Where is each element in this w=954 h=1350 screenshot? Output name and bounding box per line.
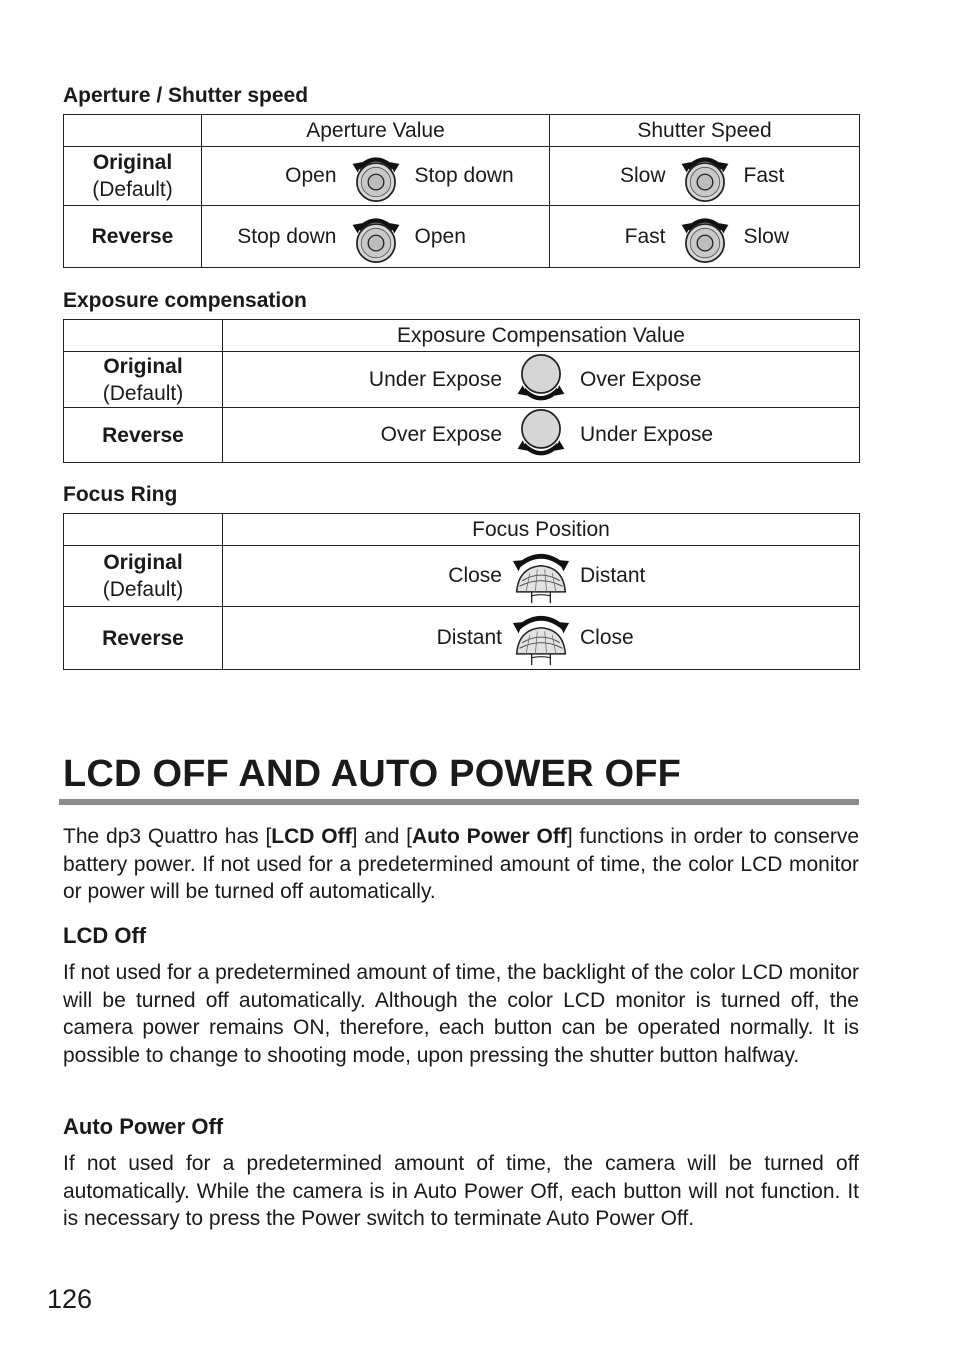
direction-right-label: Open [414, 224, 466, 248]
focus-ring-table [63, 513, 860, 670]
reverse-aperture-cell [202, 206, 550, 268]
reverse-label: Reverse [91, 225, 174, 248]
direction-right-label: Under Expose [580, 423, 714, 446]
aperture-shutter-table [63, 114, 860, 268]
focus-ring-heading: Focus Ring [63, 483, 178, 506]
command-dial-top-arrow-icon [679, 149, 731, 203]
reverse-row-label [64, 408, 223, 463]
page-number: 126 [47, 1284, 93, 1314]
direction-right-label: Distant [580, 564, 646, 587]
focus-position-header: Focus Position [223, 514, 860, 546]
direction-left-label: Over Expose [380, 423, 502, 446]
lcd-off-paragraph: If not used for a predetermined amount of time, the backlight of the color LCD monitor will be turned off automatically. Although the color LCD monitor is turned off, the camera power remains ON, therefore, each button can be operated normally. It is possible to change to shooting mode, upon pressing the shutter button halfway. [63, 961, 859, 1068]
page-title: LCD OFF AND AUTO POWER OFF [63, 753, 682, 795]
shutter-speed-header: Shutter Speed [550, 115, 860, 147]
direction-left-label: Open [285, 164, 337, 187]
reverse-label: Reverse [102, 626, 184, 650]
direction-right-label: Slow [743, 224, 790, 248]
direction-right-label: Close [580, 626, 634, 649]
reverse-shutter-cell [550, 206, 860, 268]
focus-ring-lens-icon [511, 547, 571, 605]
command-dial-top-arrow-icon [350, 149, 402, 203]
original-label: Original [103, 551, 183, 574]
direction-left-label: Slow [619, 164, 666, 187]
command-dial-top-arrow-icon [350, 210, 402, 264]
auto-power-off-heading: Auto Power Off [63, 1114, 224, 1139]
original-row-label [64, 352, 223, 408]
aperture-shutter-heading: Aperture / Shutter speed [63, 84, 309, 107]
empty-header-cell [64, 514, 223, 546]
exposure-compensation-heading: Exposure compensation [63, 289, 307, 312]
title-divider [59, 799, 859, 805]
command-dial-top-arrow-icon [679, 210, 731, 264]
reverse-row-label [64, 206, 202, 268]
intro-auto-power-off-term: Auto Power Off [412, 825, 567, 848]
direction-left-label: Stop down [237, 224, 337, 248]
lcd-off-heading: LCD Off [63, 923, 147, 948]
original-focus-cell [223, 546, 860, 607]
intro-text: ] functions in order to conserve battery power. If not used for a predetermined amount of time, the color LCD monitor or power will be turned off automatically. [63, 825, 859, 904]
aperture-value-header: Aperture Value [202, 115, 550, 147]
command-dial-bottom-arrow-icon [515, 408, 567, 462]
original-label: Original [92, 151, 173, 174]
direction-left-label: Distant [436, 626, 502, 649]
direction-left-label: Close [448, 564, 502, 587]
reverse-exposure-cell [223, 408, 860, 463]
intro-lcd-off-term: LCD Off [271, 825, 352, 848]
focus-ring-lens-icon [511, 609, 571, 667]
original-row-label [64, 147, 202, 206]
exposure-value-header: Exposure Compensation Value [223, 320, 860, 352]
original-exposure-cell [223, 352, 860, 408]
reverse-row-label [64, 607, 223, 670]
default-label: (Default) [92, 178, 173, 201]
intro-text: ] and [ [351, 825, 413, 848]
reverse-focus-cell [223, 607, 860, 670]
direction-left-label: Fast [624, 224, 666, 248]
default-label: (Default) [102, 381, 184, 405]
original-label: Original [103, 354, 183, 378]
default-label: (Default) [102, 578, 184, 601]
direction-left-label: Under Expose [368, 367, 502, 391]
reverse-label: Reverse [102, 423, 184, 447]
original-aperture-cell [202, 147, 550, 206]
direction-right-label: Fast [743, 164, 785, 187]
direction-right-label: Over Expose [580, 367, 702, 391]
original-shutter-cell [550, 147, 860, 206]
empty-header-cell [64, 115, 202, 147]
original-row-label [64, 546, 223, 607]
command-dial-bottom-arrow-icon [515, 353, 567, 407]
empty-header-cell [64, 320, 223, 352]
intro-paragraph [63, 823, 859, 906]
exposure-compensation-table [63, 319, 860, 463]
direction-right-label: Stop down [414, 164, 514, 187]
auto-power-off-paragraph: If not used for a predetermined amount of time, the camera will be turned off automatically. While the camera is in Auto Power Off, each button will not function. It is necessary to press the Power switch to terminate Auto Power Off. [63, 1152, 859, 1231]
intro-text: The dp3 Quattro has [ [63, 825, 272, 848]
